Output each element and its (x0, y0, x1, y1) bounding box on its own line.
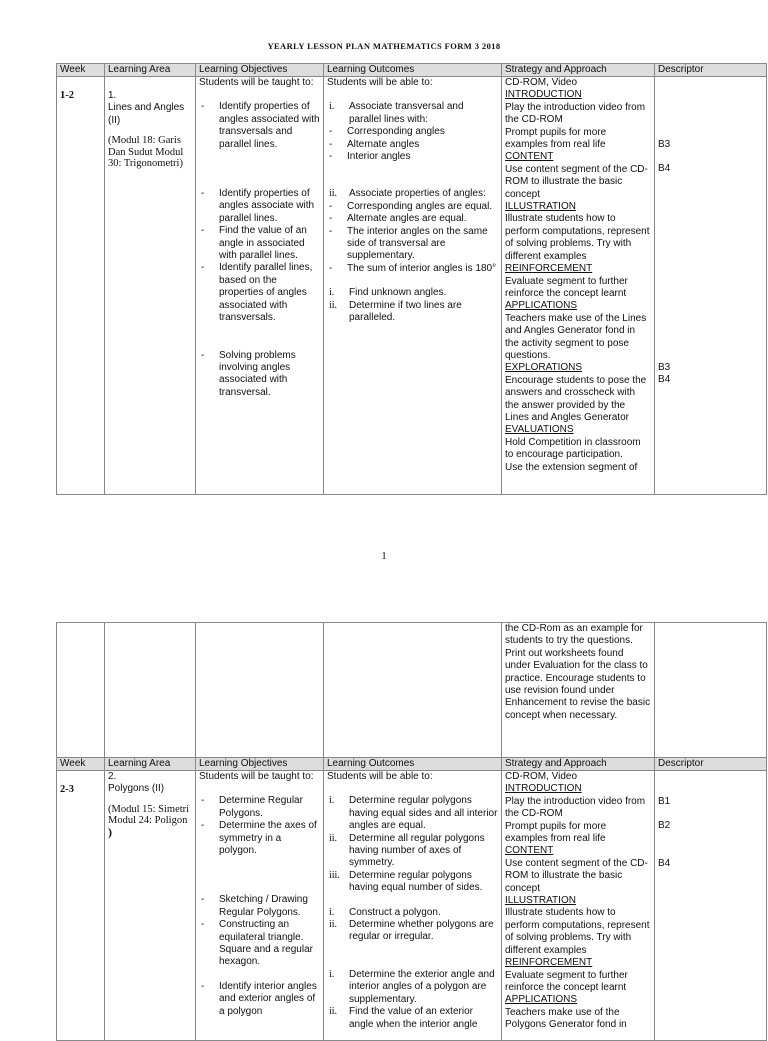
list-item: - Identify properties of angles associated with transversals and parallel lines. (201, 101, 320, 150)
strategy-cell (502, 77, 655, 495)
week-cell (57, 771, 105, 1041)
list-item: ii. Determine all regular polygons having number of axes of symmetry. (329, 832, 485, 869)
area-number: 1. (108, 90, 117, 101)
header-learning-outcomes: Learning Outcomes (324, 758, 502, 771)
strategy-text: CD-ROM, Video (505, 771, 578, 782)
header-descriptor: Descriptor (655, 64, 767, 77)
strategy-text: Evaluate segment to further reinforce the concept learnt (505, 275, 628, 299)
strategy-text: Teachers make use of the Polygons Generator fond in (505, 1006, 627, 1031)
list-item: - Sketching / Drawing Regular Polygons. (201, 894, 308, 918)
list-item: - Find the value of an angle in associated with parallel lines. (201, 225, 307, 262)
strategy-heading: EVALUATIONS (505, 424, 574, 436)
learning-outcomes-cell (324, 771, 502, 1041)
outcomes-intro: Students will be able to: (327, 771, 433, 782)
header-learning-objectives: Learning Objectives (196, 64, 324, 77)
strategy-heading: INTRODUCTION (505, 783, 582, 795)
learning-objectives-cell (196, 771, 324, 1041)
objectives-intro: Students will be taught to: (199, 77, 314, 88)
strategy-text: Use content segment of the CD-ROM to illustrate the basic concept (505, 857, 648, 894)
strategy-cell (502, 771, 655, 1041)
strategy-text: Play the introduction video from the CD-ROM (505, 795, 646, 820)
list-item: - Constructing an equilateral triangle. Square and a regular hexagon. (201, 919, 313, 968)
header-week: Week (57, 758, 105, 771)
table-row (57, 771, 767, 1041)
strategy-text: Use content segment of the CD-ROM to illustrate the basic concept (505, 163, 648, 200)
strategy-text: Use the extension segment of (505, 461, 638, 473)
list-item: i. Associate transversal and parallel lines with: (329, 101, 464, 125)
list-item: - Corresponding angles (329, 126, 445, 138)
outcomes-intro: Students will be able to: (327, 77, 433, 88)
strategy-text: Teachers make use of the Lines and Angles Generator fond in the activity segment to pose questions. (505, 312, 647, 361)
strategy-heading: ILLUSTRATION (505, 201, 576, 213)
strategy-text: CD-ROM, Video (505, 77, 578, 88)
list-item: - Solving problems involving angles associated with transversal. (201, 349, 296, 398)
descriptor-cell (655, 771, 767, 1041)
strategy-list (505, 77, 651, 474)
strategy-text: Encourage students to pose the answers and crosscheck with the answer provided by the Lines and Angles Generator (505, 374, 647, 423)
strategy-heading: REINFORCEMENT (505, 263, 593, 275)
list-item: - Alternate angles (329, 138, 420, 150)
list-item: i. Construct a polygon. (329, 906, 441, 918)
document-title: YEARLY LESSON PLAN MATHEMATICS FORM 3 2018 (267, 41, 501, 51)
week-value: 2-3 (60, 784, 74, 795)
strategy-heading: APPLICATIONS (505, 300, 578, 312)
list-item: - Identify parallel lines, based on the properties of angles associated with transversals. (201, 262, 313, 324)
learning-objectives-cell (196, 77, 324, 495)
list-item: i. Determine regular polygons having equal sides and all interior angles are equal. (329, 795, 498, 832)
strategy-heading: APPLICATIONS (505, 994, 578, 1006)
strategy-heading: REINFORCEMENT (505, 957, 593, 969)
strategy-text: Prompt pupils for more examples from real life (505, 126, 607, 151)
strategy-heading: EXPLORATIONS (505, 362, 583, 374)
area-name: Lines and Angles (II) (108, 102, 185, 126)
objectives-intro: Students will be taught to: (199, 771, 314, 782)
header-learning-area: Learning Area (105, 758, 196, 771)
header-strategy: Strategy and Approach (502, 758, 655, 771)
list-item: - Determine the axes of symmetry in a polygon. (201, 820, 317, 857)
list-item: - Alternate angles are equal. (329, 213, 467, 225)
header-learning-area: Learning Area (105, 64, 196, 77)
strategy-continued-text: the CD-Rom as an example for students to try the questions. Print out worksheets found under Evaluation for the class to practice. Encourage students to use revision found under Enhancement to revise the basic concept when necessary. (505, 623, 651, 721)
header-descriptor: Descriptor (655, 758, 767, 771)
descriptor-code: B1 (658, 796, 671, 807)
area-modul: (Modul 18: Garis Dan Sudut Modul 30: Trigonometri) (108, 135, 184, 170)
strategy-text: Prompt pupils for more examples from real life (505, 820, 607, 845)
descriptor-code: B4 (658, 163, 671, 175)
list-item: - The sum of interior angles is 180° (329, 262, 497, 274)
list-item: i. Find unknown angles. (329, 287, 447, 299)
descriptor-code: B2 (658, 820, 671, 832)
lesson-plan-table-unit-2 (56, 622, 767, 1041)
descriptor-code: B3 (658, 361, 671, 373)
page-number: 1 (381, 550, 387, 562)
list-item: - Identify interior angles and exterior angles of a polygon (201, 980, 317, 1017)
week-value: 1-2 (60, 90, 74, 101)
list-item: i. Determine the exterior angle and interior angles of a polygon are supplementary. (329, 968, 495, 1005)
header-week: Week (57, 64, 105, 77)
learning-area-cell (105, 77, 196, 495)
table-row-continued (57, 623, 767, 758)
area-name: Polygons (II) (108, 783, 165, 795)
list-item: - Interior angles (329, 151, 411, 163)
strategy-continued-cell (502, 623, 655, 758)
strategy-list (505, 771, 651, 1032)
header-strategy: Strategy and Approach (502, 64, 655, 77)
table-header-row (57, 758, 767, 771)
list-item: iii. Determine regular polygons having equal number of sides. (329, 869, 483, 894)
descriptor-cell (655, 77, 767, 495)
strategy-text: Illustrate students how to perform computations, represent of solving problems. Try with different examples (505, 907, 650, 956)
list-item: ii. Determine if two lines are paralleled. (329, 299, 462, 324)
list-item: - Determine Regular Polygons. (201, 795, 303, 819)
list-item: ii. Associate properties of angles: (329, 188, 486, 200)
area-modul: (Modul 15: Simetri Modul 24: Poligon ) (108, 803, 190, 839)
strategy-text: Hold Competition in classroom to encourage participation. (505, 436, 641, 461)
header-learning-objectives: Learning Objectives (196, 758, 324, 771)
descriptor-code: B3 (658, 139, 671, 150)
strategy-heading: CONTENT (505, 845, 554, 857)
strategy-text: Play the introduction video from the CD-ROM (505, 101, 646, 126)
strategy-heading: ILLUSTRATION (505, 895, 576, 907)
strategy-heading: INTRODUCTION (505, 89, 582, 101)
week-cell (57, 77, 105, 495)
strategy-text: Evaluate segment to further reinforce the concept learnt (505, 969, 628, 993)
header-learning-outcomes: Learning Outcomes (324, 64, 502, 77)
descriptor-code: B4 (658, 857, 671, 869)
table-row (57, 77, 767, 495)
learning-outcomes-cell (324, 77, 502, 495)
lesson-plan-table-unit-1 (56, 63, 767, 495)
area-number: 2. (108, 771, 117, 782)
list-item: - Identify properties of angles associate with parallel lines. (201, 188, 315, 224)
strategy-text: Illustrate students how to perform computations, represent of solving problems. Try with different examples (505, 213, 650, 262)
table-header-row (57, 64, 767, 77)
learning-area-cell (105, 771, 196, 1041)
list-item: ii. Find the value of an exterior angle when the interior angle (329, 1006, 478, 1030)
list-item: - Corresponding angles are equal. (329, 200, 493, 212)
descriptor-code: B4 (658, 374, 671, 386)
list-item: ii. Determine whether polygons are regular or irregular. (329, 919, 494, 943)
list-item: - The interior angles on the same side of transversal are supplementary. (329, 225, 488, 262)
strategy-heading: CONTENT (505, 151, 554, 163)
